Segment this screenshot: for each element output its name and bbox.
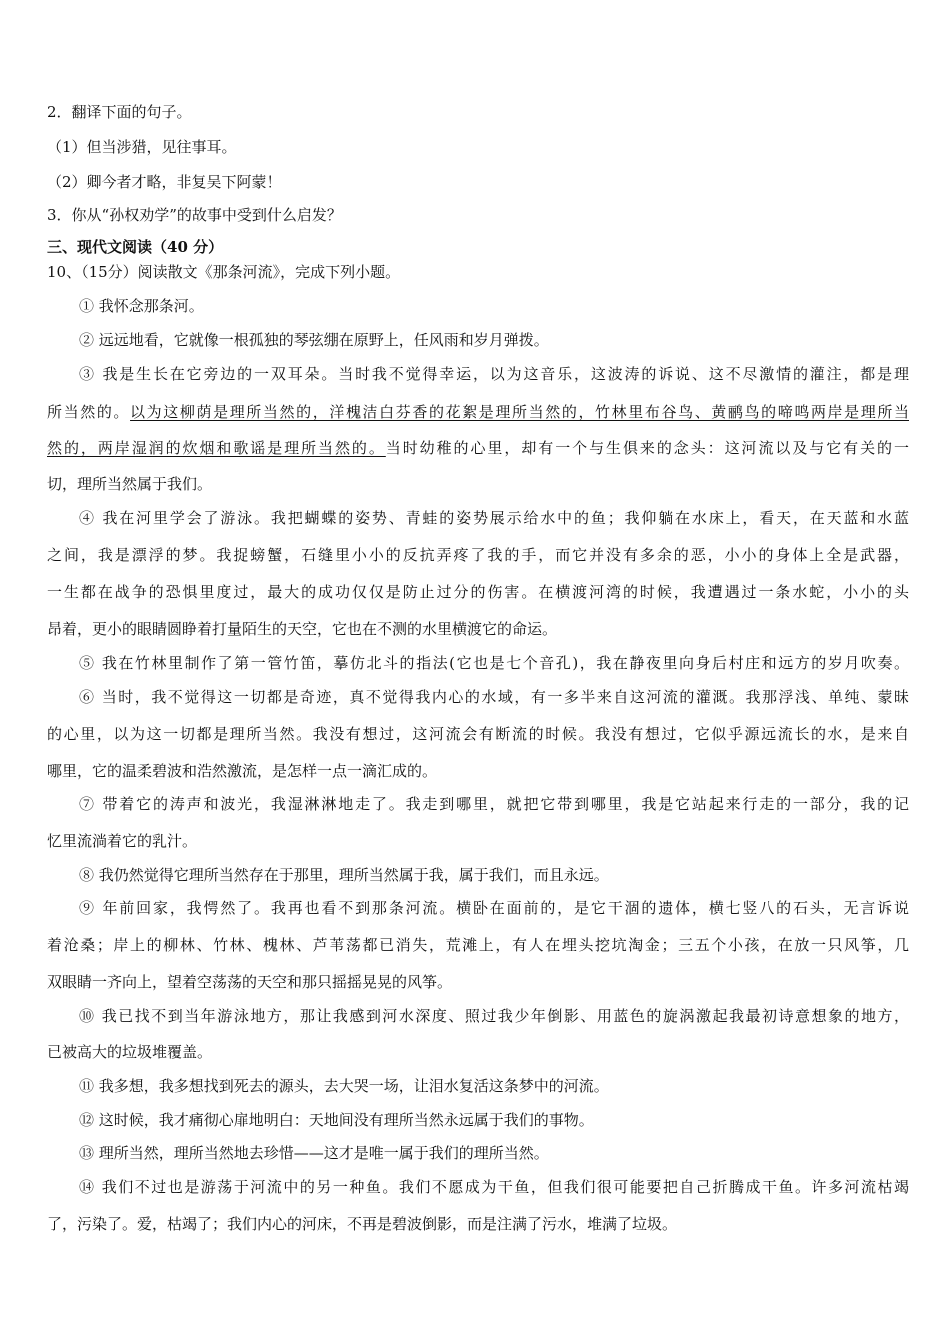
paragraph-3-plain-text-2: 当时幼稚的心里，却有一个与生俱来的念头：这河流以及与它有关的一	[385, 439, 909, 457]
paragraph-14-line-1: ⑭ 我们不过也是游荡于河流中的另一种鱼。我们不愿成为干鱼，但我们很可能要把自己折腾成干鱼。许多河流枯竭	[79, 1178, 909, 1196]
paragraph-3-underlined-text: 以为这柳荫是理所当然的，洋槐洁白芬香的花絮是理所当然的，竹林里布谷鸟、黄鹂鸟的啼鸣两岸是理所当	[130, 403, 909, 421]
section-3-title: 三、现代文阅读（40 分）	[47, 238, 224, 256]
paragraph-4-line-4: 昂着，更小的眼睛圆睁着打量陌生的天空，它也在不测的水里横渡它的命运。	[47, 620, 558, 638]
paragraph-6-line-2: 的心里，以为这一切都是理所当然。我没有想过，这河流会有断流的时候。我没有想过，它似乎源远流长的水，是来自	[47, 725, 909, 743]
question-2-1: （1）但当涉猎，见往事耳。	[47, 138, 237, 156]
paragraph-6-line-3: 哪里，它的温柔碧波和浩然激流，是怎样一点一滴汇成的。	[47, 762, 438, 780]
paragraph-3-line-1: ③ 我是生长在它旁边的一双耳朵。当时我不觉得幸运，以为这音乐，这波涛的诉说、这不尽激情的灌注，都是理	[79, 365, 909, 383]
question-10-header: 10、（15分）阅读散文《那条河流》，完成下列小题。	[47, 263, 401, 281]
paragraph-14-line-2: 了，污染了。爱，枯竭了；我们内心的河床，不再是碧波倒影，而是注满了污水，堆满了垃圾。	[47, 1215, 678, 1233]
paragraph-9-line-2: 着沧桑；岸上的柳林、竹林、槐林、芦苇荡都已消失，荒滩上，有人在埋头挖坑淘金；三五个小孩，在放一只风筝，几	[47, 936, 909, 954]
paragraph-7-line-1: ⑦ 带着它的涛声和波光，我湿淋淋地走了。我走到哪里，就把它带到哪里，我是它站起来行走的一部分，我的记	[79, 795, 909, 813]
paragraph-3-line-3	[47, 438, 909, 458]
paragraph-5: ⑤ 我在竹林里制作了第一管竹笛，摹仿北斗的指法(它也是七个音孔)，我在静夜里向身后村庄和远方的岁月吹奏。	[79, 654, 909, 672]
question-2-2: （2）卿今者才略，非复吴下阿蒙！	[47, 173, 282, 191]
paragraph-13: ⑬ 理所当然，理所当然地去珍惜——这才是唯一属于我们的理所当然。	[79, 1144, 549, 1162]
question-2: 2．翻译下面的句子。	[47, 103, 192, 121]
question-3: 3．你从“孙权劝学”的故事中受到什么启发？	[47, 206, 342, 224]
paragraph-6-line-1: ⑥ 当时，我不觉得这一切都是奇迹，真不觉得我内心的水域，有一多半来自这河流的灌溉。我那浮浅、单纯、蒙昧	[79, 688, 909, 706]
paragraph-11: ⑪ 我多想，我多想找到死去的源头，去大哭一场，让泪水复活这条梦中的河流。	[79, 1077, 609, 1095]
paragraph-10-line-1: ⑩ 我已找不到当年游泳地方，那让我感到河水深度、照过我少年倒影、用蓝色的旋涡激起我最初诗意想象的地方，	[79, 1007, 909, 1025]
paragraph-3-plain-text: 所当然的。	[47, 403, 131, 421]
paragraph-4-line-1: ④ 我在河里学会了游泳。我把蝴蝶的姿势、青蛙的姿势展示给水中的鱼；我仰躺在水床上，看天，在天蓝和水蓝	[79, 509, 909, 527]
paragraph-3-line-2	[47, 402, 909, 422]
paragraph-3-line-4: 切，理所当然属于我们。	[47, 475, 213, 493]
paragraph-9-line-3: 双眼睛一齐向上，望着空荡荡的天空和那只摇摇晃晃的风筝。	[47, 973, 453, 991]
paragraph-10-line-2: 已被高大的垃圾堆覆盖。	[47, 1043, 213, 1061]
paragraph-9-line-1: ⑨ 年前回家，我愕然了。我再也看不到那条河流。横卧在面前的，是它干涸的遗体，横七竖八的石头，无言诉说	[79, 899, 909, 917]
paragraph-12: ⑫ 这时候，我才痛彻心扉地明白：天地间没有理所当然永远属于我们的事物。	[79, 1111, 594, 1129]
paragraph-4-line-2: 之间，我是漂浮的梦。我捉螃蟹，石缝里小小的反抗弄疼了我的手，而它并没有多余的恶，小小的身体上全是武器，	[47, 546, 909, 564]
paragraph-3-underlined-text-2: 然的，两岸湿润的炊烟和歌谣是理所当然的。	[47, 439, 386, 457]
paragraph-4-line-3: 一生都在战争的恐惧里度过，最大的成功仅仅是防止过分的伤害。在横渡河湾的时候，我遭遇过一条水蛇，小小的头	[47, 583, 909, 601]
paragraph-7-line-2: 忆里流淌着它的乳汁。	[47, 832, 198, 850]
paragraph-1: ① 我怀念那条河。	[79, 297, 204, 315]
paragraph-8: ⑧ 我仍然觉得它理所当然存在于那里，理所当然属于我，属于我们，而且永远。	[79, 866, 609, 884]
paragraph-2: ② 远远地看，它就像一根孤独的琴弦绷在原野上，任风雨和岁月弹拨。	[79, 331, 549, 349]
